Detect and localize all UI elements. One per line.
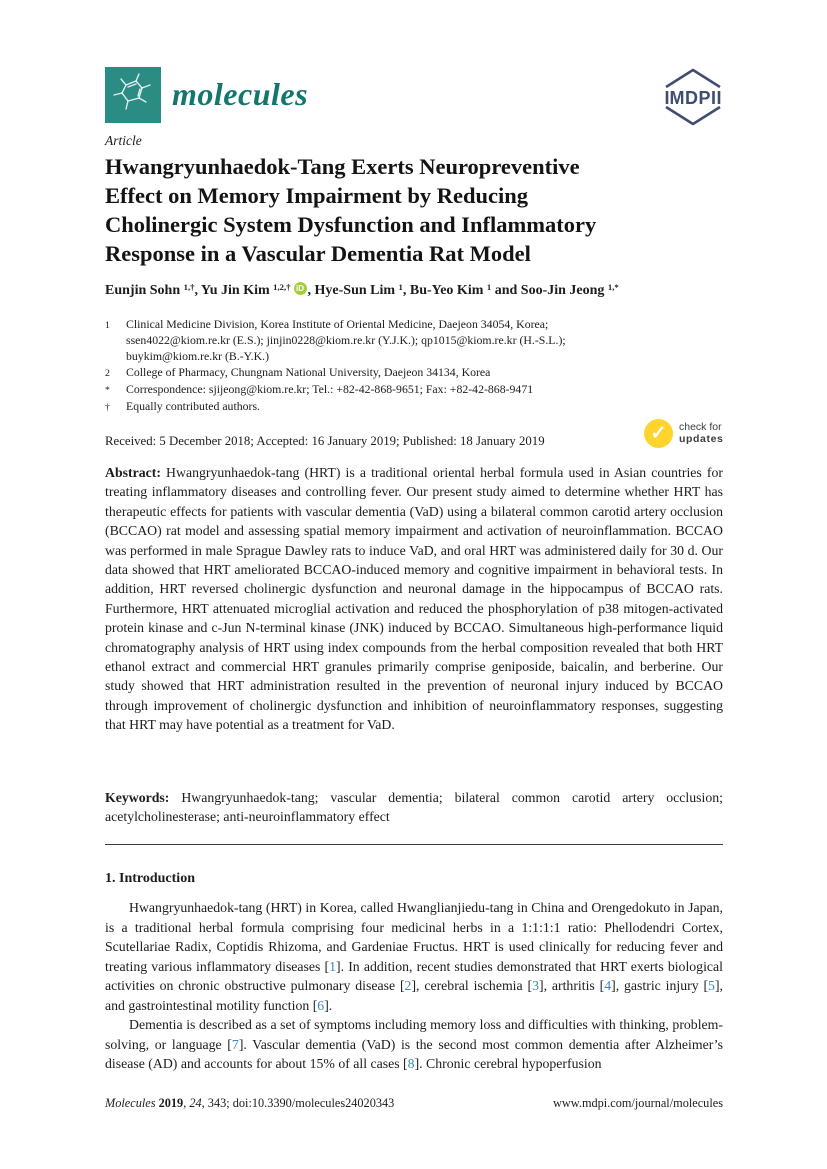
title-line: Hwangryunhaedok-Tang Exerts Neuropreventive: [105, 154, 580, 179]
checkmark-icon: ✓: [644, 419, 673, 448]
keywords-paragraph: [105, 788, 723, 827]
affiliation-text: Clinical Medicine Division, Korea Institute of Oriental Medicine, Daejeon 34054, Korea; ssen4022@kiom.re.kr (E.S.); jinjin0228@kiom.re.kr (Y.J.K.); qp1015@kiom.re.kr (H.-S.L.); buykim@kiom.re.kr (B.-Y.K.): [126, 317, 566, 363]
affiliation-row: [105, 399, 653, 416]
intro-paragraph-2: [105, 1015, 723, 1074]
citation-ref[interactable]: 5: [708, 978, 715, 993]
affiliation-marker: 2: [105, 367, 110, 379]
page-title: [105, 152, 723, 268]
mdpi-hexagon-bottom: [666, 107, 720, 124]
text-segment: Keywords:: [105, 790, 182, 805]
text-segment: Hwangryunhaedok-tang; vascular dementia; bilateral common carotid artery occlusion; acetylcholinesterase; anti-neuroinflammatory effect: [105, 790, 723, 825]
text-segment: ]. In addition, recent studies demonstrated that HRT exerts biological activities on chronic obstructive pulmonary disease [: [105, 958, 723, 993]
authors-line: [105, 282, 723, 300]
text-segment: ]. Chronic cerebral hypoperfusion: [414, 1056, 602, 1071]
text-segment: 1,†: [183, 282, 195, 293]
text-segment: , Yu Jin Kim: [194, 283, 274, 298]
badge-label-line1: check for: [679, 421, 722, 433]
section-divider: [105, 844, 723, 845]
footer-citation: [105, 1096, 394, 1111]
molecules-logo-icon: [105, 67, 161, 123]
citation-ref[interactable]: 4: [604, 978, 612, 993]
text-segment: 1: [398, 282, 403, 293]
page-footer: [105, 1096, 723, 1111]
citation-ref[interactable]: 3: [532, 978, 539, 993]
check-for-updates-badge[interactable]: [644, 419, 723, 448]
text-segment: , 343; doi:10.3390/molecules24020343: [201, 1096, 395, 1110]
text-segment: Hwangryunhaedok-tang (HRT) is a traditional oriental herbal formula used in Asian countries for treating inflammatory diseases and controlling fever. Our present study aimed to determine whether HRT has therapeutic effects for patients with vascular dementia (VaD) using a bilateral common carotid artery occlusion (BCCAO) rat model and assessing spatial memory impairment and activation of neuroinflammation. BCCAO was performed in male Sprague Dawley rats to induce VaD, and oral HRT was administered daily for 30 d. Our data showed that HRT ameliorated BCCAO-induced memory and cognitive impairment in behavioral tests. In addition, HRT reversed cholinergic dysfunction and neuronal damage in the hippocampus of BCCAO rats. Furthermore, HRT attenuated microglial activation and reduced the phosphorylation of p38 mitogen-activated protein kinase and c-Jun N-terminal kinase (JNK) induced by BCCAO. Simultaneous high-performance liquid chromatography analysis of HRT using index compounds from the herbal composition revealed that both HRT ethanol extract and commercial HRT granules primarily comprise geniposide, baicalin, and berberine. Our study showed that HRT administration resulted in the prevention of neuronal injury induced by BCCAO through improvement of cholinergic dysfunction and inhibition of neuroinflammatory responses, suggesting that HRT may have potential as a treatment for VaD.: [105, 465, 723, 733]
article-type-label: Article: [105, 133, 142, 148]
text-segment: ].: [324, 997, 333, 1013]
text-segment: 1: [486, 282, 492, 293]
correspondence-text: Correspondence: sjijeong@kiom.re.kr; Tel.: +82-42-868-9651; Fax: +82-42-868-9471: [126, 381, 534, 396]
title-line: Effect on Memory Impairment by Reducing: [105, 183, 529, 208]
affiliation-marker: *: [105, 384, 110, 396]
text-segment: , Hye-Sun Lim: [307, 283, 399, 298]
abstract-paragraph: [105, 463, 723, 735]
orcid-icon[interactable]: iD: [294, 282, 307, 295]
text-segment: 1,2,†: [273, 282, 291, 293]
intro-paragraph-1: [105, 898, 723, 1015]
citation-ref[interactable]: 7: [231, 1036, 239, 1052]
text-segment: ], gastric injury [: [611, 978, 709, 993]
title-line: Response in a Vascular Dementia Rat Model: [105, 241, 531, 266]
affiliations-list: [105, 317, 653, 415]
text-segment: ], and gastrointestinal motility function [: [105, 978, 723, 1013]
text-segment: 24: [189, 1096, 202, 1110]
affiliation-marker: 1: [105, 320, 110, 331]
title-line: Cholinergic System Dysfunction and Inflammatory: [105, 212, 597, 237]
mdpi-logo[interactable]: [660, 66, 726, 128]
footer-journal-url[interactable]: www.mdpi.com/journal/molecules: [553, 1096, 723, 1110]
affiliation-text: College of Pharmacy, Chungnam National University, Daejeon 34134, Korea: [126, 364, 491, 379]
text-segment: Abstract:: [105, 465, 167, 480]
citation-ref[interactable]: 2: [404, 978, 412, 993]
text-segment: ]. Vascular dementia (VaD) is the second most common dementia after Alzheimer’s disease (AD) and accounts for about 15% of all cases [: [105, 1036, 723, 1071]
text-segment: ], cerebral ischemia [: [411, 978, 533, 993]
badge-label-line2: updates: [679, 432, 724, 445]
citation-ref[interactable]: 6: [317, 997, 325, 1013]
text-segment: ,: [183, 1096, 190, 1110]
affiliation-row: [105, 365, 653, 382]
equal-contribution-note: Equally contributed authors.: [126, 398, 260, 413]
mdpi-hexagon-top: [666, 70, 720, 87]
journal-name: molecules: [172, 76, 309, 112]
text-segment: 2019: [158, 1096, 184, 1110]
citation-ref[interactable]: 8: [407, 1056, 415, 1071]
affiliation-row: [105, 382, 653, 399]
text-segment: , Bu-Yeo Kim: [402, 283, 487, 298]
text-segment: Molecules: [105, 1096, 159, 1110]
citation-ref[interactable]: 1: [329, 958, 337, 974]
text-segment: 1,*: [607, 282, 619, 293]
affiliation-marker: †: [105, 401, 110, 413]
introduction-body: [105, 898, 723, 1074]
dates-line: Received: 5 December 2018; Accepted: 16 January 2019; Published: 18 January 2019: [105, 434, 545, 448]
text-segment: Eunjin Sohn: [105, 283, 184, 298]
badge-label: [679, 422, 723, 445]
mdpi-wordmark: MDPI: [669, 88, 717, 108]
text-segment: and Soo-Jin Jeong: [491, 283, 608, 298]
text-segment: Hwangryunhaedok-tang (HRT) in Korea, called Hwanglianjiedu-tang in China and Orengedokuto in Japan, is a traditional herbal formula comprising four medicinal herbs in a 1:1:1:1 ratio: Phellodendri Cortex, Scutellariae Radix, Coptidis Rhizoma, and Gardeniae Fructus. HRT is used clinically for reducing fever and treating various inflammatory diseases [: [105, 900, 723, 974]
affiliation-row: [105, 317, 653, 365]
section-heading-introduction: 1. Introduction: [105, 871, 195, 886]
text-segment: ], arthritis [: [538, 978, 605, 993]
molecule-structure-icon: [109, 71, 157, 119]
text-segment: Dementia is described as a set of symptoms including memory loss and difficulties with thinking, problem-solving, or language [: [105, 1017, 723, 1052]
